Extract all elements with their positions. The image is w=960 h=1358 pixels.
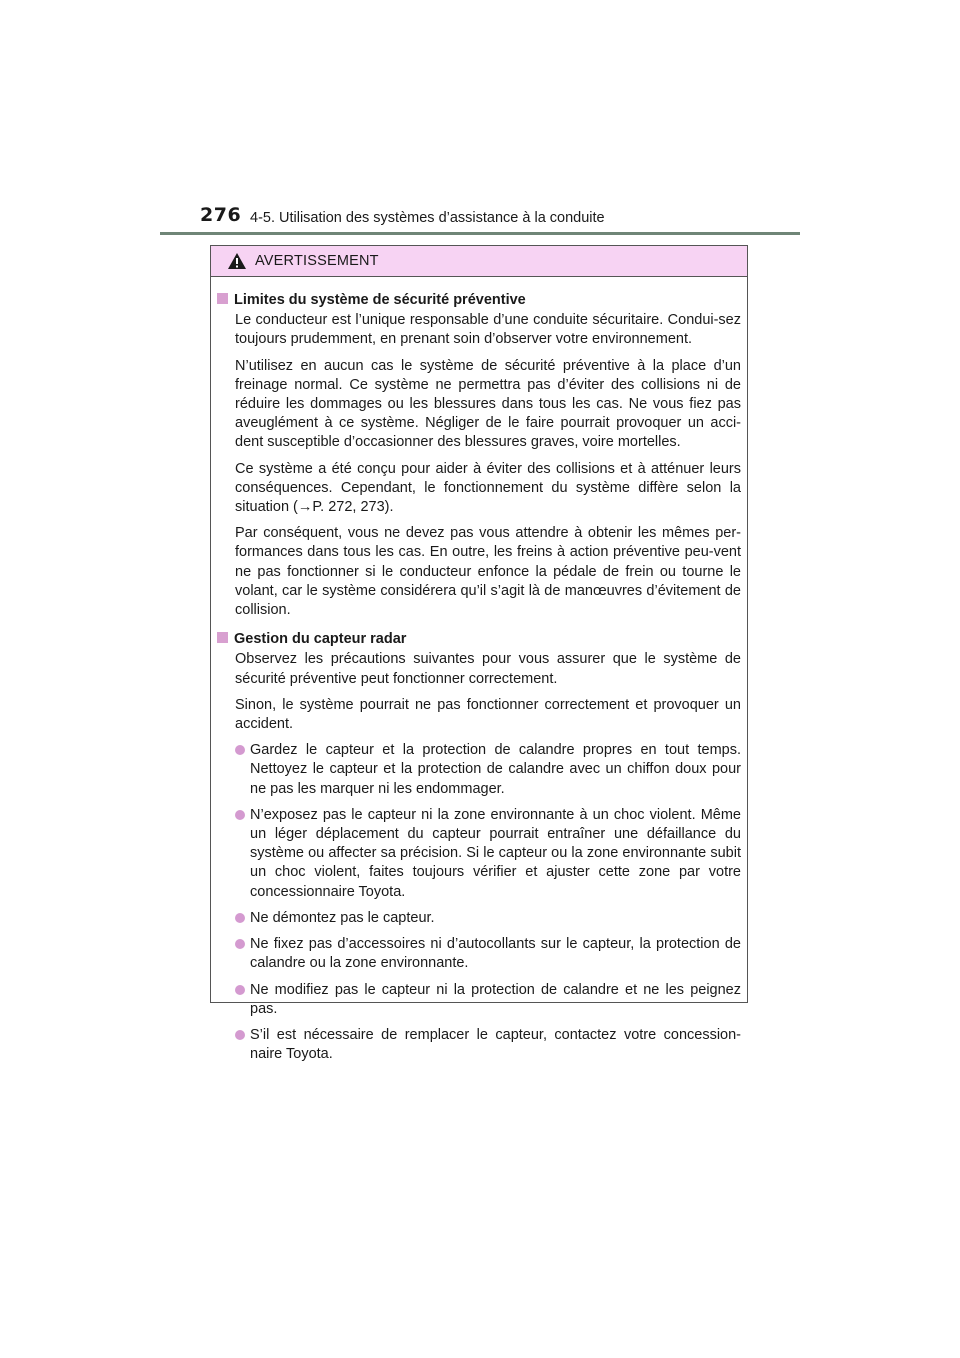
round-bullet-icon: [235, 939, 245, 949]
paragraph: Ce système a été conçu pour aider à éviter des collisions et à atténuer leurs conséquences. Cependant, le fonctionnement du système diffère selon la situation (→P. 272, 273).: [235, 460, 741, 516]
square-bullet-icon: [217, 293, 228, 304]
header-divider: [160, 232, 800, 235]
paragraph: Observez les précautions suivantes pour vous assurer que le système de sécurité préventive peut fonctionner correctement.: [235, 651, 741, 687]
section-title: 4-5. Utilisation des systèmes d’assistance à la conduite: [250, 210, 605, 226]
section-heading-text: Gestion du capteur radar: [234, 631, 407, 648]
warning-label: AVERTISSEMENT: [255, 253, 379, 269]
list-item-text: Ne démontez pas le capteur.: [250, 909, 435, 926]
list-item-text: Gardez le capteur et la protection de calandre propres en tout temps. Nettoyez le capteur et la protection de calandre avec un chiffon doux pour ne pas les marquer ni les endommager.: [250, 742, 741, 797]
list-item: [235, 909, 741, 928]
list-item: [235, 935, 741, 973]
warning-triangle-icon: [227, 252, 247, 270]
list-item-text: Ne modifiez pas le capteur ni la protection de calandre et ne les peignez pas.: [250, 981, 741, 1017]
warning-body: [211, 277, 747, 1064]
round-bullet-icon: [235, 810, 245, 820]
round-bullet-icon: [235, 985, 245, 995]
page-number: 276: [200, 204, 242, 226]
paragraph: Le conducteur est l’unique responsable d’une conduite sécuritaire. Condui-sez toujours prudemment, en prenant soin d’observer votre environnement.: [235, 312, 741, 348]
square-bullet-icon: [217, 632, 228, 643]
list-item-text: Ne fixez pas d’accessoires ni d’autocollants sur le capteur, la protection de calandre ou la zone environnante.: [250, 936, 741, 972]
list-item: [235, 741, 741, 799]
round-bullet-icon: [235, 745, 245, 755]
list-item: [235, 981, 741, 1019]
warning-box: [210, 245, 748, 1063]
round-bullet-icon: [235, 1030, 245, 1040]
page-header: [200, 204, 800, 232]
list-item-text: N’exposez pas le capteur ni la zone environnante à un choc violent. Même un léger déplacement du capteur pourrait entraîner une défaillance du système ou affecter sa précision. Si le capteur ou la zone environnante subit un choc violent, faites toujours vérifier et ajuster cette zone par votre concessionnaire Toyota.: [250, 806, 741, 900]
list-item: [235, 806, 741, 902]
section-heading: [217, 291, 741, 310]
warning-header: [211, 246, 747, 277]
section-heading-text: Limites du système de sécurité préventive: [234, 292, 526, 308]
section-heading: [217, 630, 741, 649]
paragraph: Par conséquent, vous ne devez pas vous attendre à obtenir les mêmes per-formances dans tous les cas. En outre, les freins à action préventive peu-vent ne pas fonctionner si le conducteur enfonce la pédale de frein ou tourne le volant, car le système considérera qu’il s’agit là de manœuvres d’évitement de collision.: [235, 525, 741, 619]
paragraph: N’utilisez en aucun cas le système de sécurité préventive à la place d’un freinage normal. Ce système ne permettra pas d’éviter des collisions ni de réduire les dommages ou les blessures dans tous les cas. Ne vous fiez pas aveuglément à ce système. Négliger de le faire pourrait provoquer un acci-dent susceptible d’occasionner des blessures graves, voire mortelles.: [235, 357, 741, 451]
list-item: [235, 1026, 741, 1064]
paragraph: Sinon, le système pourrait ne pas fonctionner correctement et provoquer un accident.: [235, 696, 741, 733]
round-bullet-icon: [235, 913, 245, 923]
list-item-text: S’il est nécessaire de remplacer le capteur, contactez votre concession-naire Toyota.: [250, 1026, 741, 1063]
